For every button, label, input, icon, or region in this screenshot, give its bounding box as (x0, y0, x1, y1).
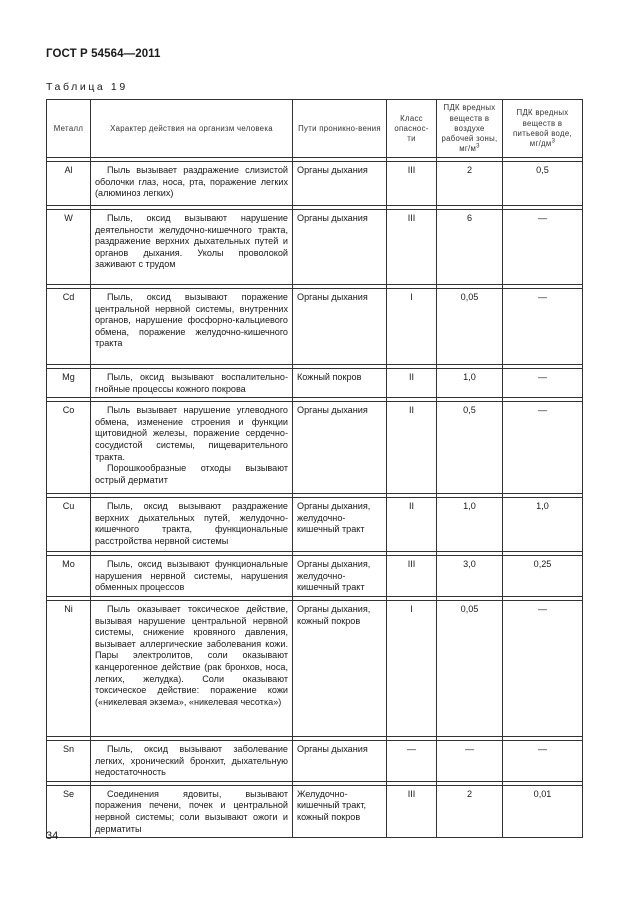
cell-class: — (387, 740, 437, 781)
cell-metal: Se (47, 785, 91, 837)
cell-pdk-water: — (503, 210, 583, 285)
cell-effect (91, 785, 293, 837)
cell-class: II (387, 498, 437, 552)
cell-metal: Cu (47, 498, 91, 552)
cell-pdk-air: 6 (437, 210, 503, 285)
cell-routes: Желудочно-кишечный тракт, кожный покров (293, 785, 387, 837)
cell-metal: Co (47, 402, 91, 494)
table-row (47, 600, 583, 736)
cell-class: II (387, 402, 437, 494)
effect-paragraph: Пыль, оксид вызывают заболевание легких, хронический бронхит, дыхательную недостаточность (95, 743, 288, 778)
cell-pdk-water: — (503, 402, 583, 494)
cell-effect (91, 740, 293, 781)
cell-pdk-air: 1,0 (437, 498, 503, 552)
effect-paragraph: Пыль, оксид вызывают поражение центральной нервной системы, внутренних органов, нарушение фосфорно-кальциевого обмена, поражение желудочно-кишечного тракта (95, 292, 288, 349)
cell-pdk-water: 0,01 (503, 785, 583, 837)
table-row (47, 289, 583, 365)
cell-class: I (387, 289, 437, 365)
cell-metal: Ni (47, 600, 91, 736)
pdk-air-unit-exp: 3 (476, 143, 480, 150)
cell-class: III (387, 785, 437, 837)
effect-paragraph: Пыль вызывает нарушение углеводного обмена, изменение строения и функции щитовидной железы, поражение сердечно-сосудистой системы, пищеварительного тракта. (95, 405, 288, 462)
table-caption: Таблица 19 (46, 81, 128, 93)
cell-effect (91, 498, 293, 552)
cell-pdk-water: — (503, 600, 583, 736)
table-body (47, 162, 583, 838)
cell-routes: Органы дыхания, желудочно-кишечный тракт (293, 498, 387, 552)
effect-paragraph: Пыль вызывает раздражение слизистой оболочки глаз, носа, рта, поражение легких (алюминоз легких) (95, 165, 288, 199)
cell-metal: Al (47, 162, 91, 206)
effect-paragraph: Соединения ядовиты, вызывают поражения печени, почек и центральной нервной системы; соли вызывают ожоги и дерматиты (95, 788, 288, 834)
cell-effect (91, 289, 293, 365)
col-header-metal: Металл (47, 100, 91, 158)
cell-class: III (387, 162, 437, 206)
cell-pdk-air: — (437, 740, 503, 781)
cell-pdk-air: 3,0 (437, 556, 503, 597)
table-row (47, 369, 583, 398)
cell-pdk-air: 0,05 (437, 600, 503, 736)
effect-paragraph: Пыль, оксид вызывают раздражение верхних дыхательных путей, желудочно-кишечного тракта, функциональные расстройства нервной системы (95, 501, 288, 546)
table-row (47, 785, 583, 837)
table-head (47, 100, 583, 162)
effect-paragraph: Пыль оказывает токсическое действие, вызывая нарушение центральной нервной системы, снижение кровяного давления, вызывает аллергические заболевания кожи. Пары электролитов, соли оказывают канцерогенное действие (рак бронхов, носа, легких, желудка). Соли оказывают токсическое действие: поражение кожи («никелевая экзема», «никелевая чесотка») (95, 603, 288, 707)
toxicity-table (46, 99, 583, 838)
col-header-effect: Характер действия на организм человека (91, 100, 293, 158)
cell-routes: Органы дыхания (293, 210, 387, 285)
cell-class: II (387, 369, 437, 398)
effect-paragraph: Пыль, оксид вызывают воспалительно-гнойные процессы кожного покрова (95, 372, 288, 394)
pdk-air-label: ПДК вредных веществ в воздухе рабочей зоны, мг/м (441, 103, 498, 154)
cell-routes: Органы дыхания (293, 162, 387, 206)
cell-metal: Mg (47, 369, 91, 398)
col-header-routes: Пути проникно-вения (293, 100, 387, 158)
cell-routes: Органы дыхания (293, 402, 387, 494)
cell-pdk-water: — (503, 369, 583, 398)
cell-pdk-water: — (503, 740, 583, 781)
cell-pdk-water: — (503, 289, 583, 365)
cell-effect (91, 210, 293, 285)
cell-pdk-water: 0,25 (503, 556, 583, 597)
cell-class: I (387, 600, 437, 736)
cell-effect (91, 162, 293, 206)
cell-metal: W (47, 210, 91, 285)
cell-routes: Органы дыхания, кожный покров (293, 600, 387, 736)
col-header-pdk-water (503, 100, 583, 158)
cell-routes: Органы дыхания, желудочно-кишечный тракт (293, 556, 387, 597)
document-header: ГОСТ Р 54564—2011 (46, 48, 161, 60)
cell-pdk-water: 0,5 (503, 162, 583, 206)
cell-effect (91, 600, 293, 736)
table-row (47, 210, 583, 285)
table-row (47, 740, 583, 781)
cell-routes: Органы дыхания (293, 289, 387, 365)
cell-effect (91, 556, 293, 597)
cell-routes: Органы дыхания (293, 740, 387, 781)
col-header-class: Класс опаснос-ти (387, 100, 437, 158)
effect-paragraph: Порошкообразные отходы вызывают острый дерматит (95, 463, 288, 485)
pdk-water-unit-exp: 3 (551, 138, 556, 145)
cell-pdk-air: 2 (437, 785, 503, 837)
table-row (47, 498, 583, 552)
pdk-water-label: ПДК вредных веществ в питьевой воде, мг/дм (513, 108, 572, 149)
cell-pdk-air: 0,05 (437, 289, 503, 365)
effect-paragraph: Пыль, оксид вызывают функциональные нарушения нервной системы, нарушения обменных процессов (95, 559, 288, 593)
col-header-pdk-air (437, 100, 503, 158)
cell-class: III (387, 556, 437, 597)
cell-pdk-water: 1,0 (503, 498, 583, 552)
cell-pdk-air: 1,0 (437, 369, 503, 398)
table-row (47, 556, 583, 597)
cell-effect (91, 369, 293, 398)
cell-pdk-air: 2 (437, 162, 503, 206)
cell-pdk-air: 0,5 (437, 402, 503, 494)
cell-effect (91, 402, 293, 494)
cell-metal: Sn (47, 740, 91, 781)
cell-class: III (387, 210, 437, 285)
cell-metal: Cd (47, 289, 91, 365)
page-number: 34 (46, 830, 59, 842)
cell-metal: Mo (47, 556, 91, 597)
table-row (47, 162, 583, 206)
effect-paragraph: Пыль, оксид вызывают нарушение деятельности желудочно-кишечного тракта, раздражение верхних дыхательных путей и органов дыхания. Уколы проволокой заживают с трудом (95, 213, 288, 270)
cell-routes: Кожный покров (293, 369, 387, 398)
table-row (47, 402, 583, 494)
